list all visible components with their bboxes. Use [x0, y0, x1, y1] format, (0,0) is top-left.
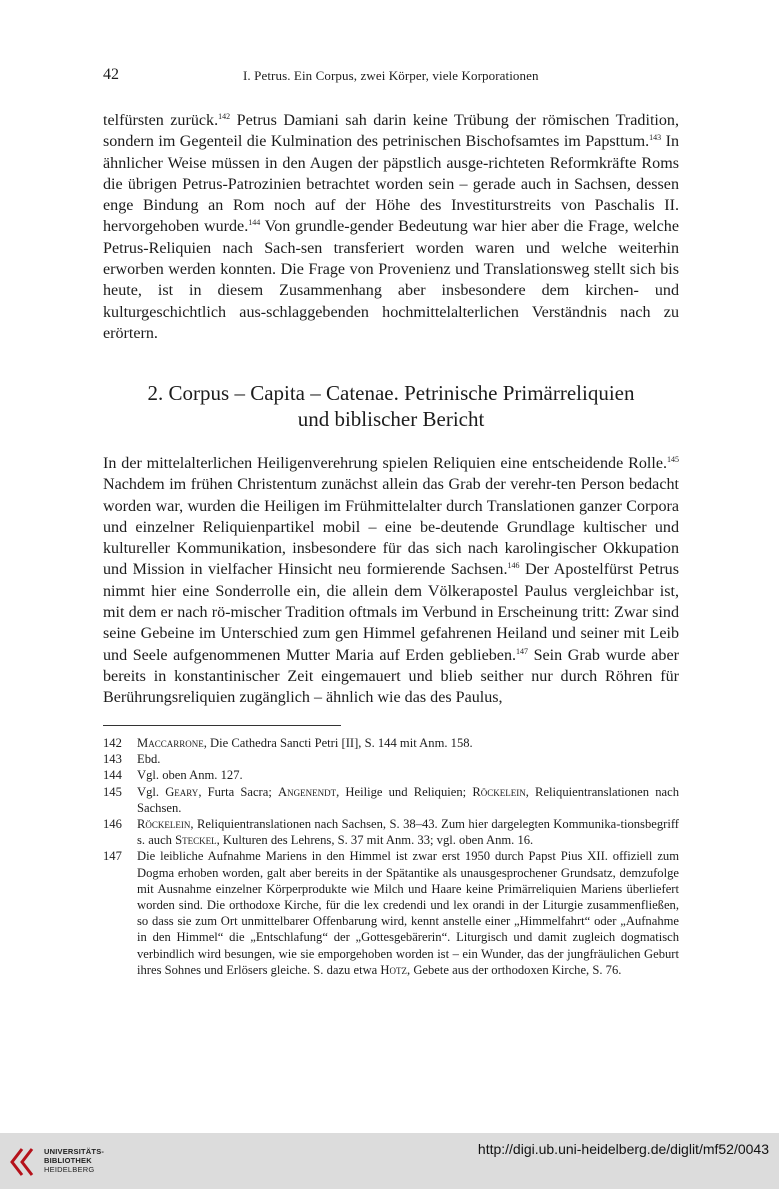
footnote-ref-143[interactable]: 143	[649, 133, 662, 143]
author-name: Röckelein	[472, 784, 526, 799]
section-heading-line-1: 2. Corpus – Capita – Catenae. Petrinische Primärreliquien	[147, 381, 635, 405]
author-name: Maccarrone	[137, 736, 204, 750]
footnote-number: 146	[103, 817, 122, 832]
text-run: , Reliquientranslationen nach Sachsen, S. 38–43. Zum hier dargelegten Kommunika-tionsbegriff s. auch	[137, 817, 679, 848]
text-run: , Reliquientranslationen nach Sachsen.	[137, 784, 679, 815]
library-logo-icon	[8, 1146, 38, 1178]
text-run: , Die Cathedra Sancti Petri [II], S. 144 mit Anm. 158.	[203, 736, 473, 750]
footnote-143	[103, 751, 679, 767]
footnote-ref-142[interactable]: 142	[218, 112, 231, 121]
body-paragraph-2	[103, 453, 679, 709]
footnotes	[103, 735, 679, 978]
text-run: Petrus Damiani sah darin keine Trübung der römischen Tradition, sondern im Gegenteil die Kulmination des petrinischen Bischofsamtes im Papsttum.	[103, 112, 679, 151]
author-name: Steckel	[175, 833, 217, 848]
text-run: Vgl.	[137, 784, 166, 799]
author-name: Hotz	[380, 962, 408, 977]
section-heading-line-2: und biblischer Bericht	[297, 407, 485, 431]
text-run: , Gebete aus der orthodoxen Kirche, S. 76.	[407, 962, 622, 977]
text-run: Die leibliche Aufnahme Mariens in den Himmel ist zwar erst 1950 durch Papst Pius XII. offiziell zum Dogma erhoben worden, galt aber bereits in der Spätantike als unausgesprochener Grundsatz, demzufolge mit Ausnahme einzelner Körperprodukte wie Milch und Haare keine Primärreliquien Mariens überliefert worden sind. Die orthodoxe Kirche, für die lex credendi und lex orandi in der Liturgie zusammenfließen, so dass sie zum Ort unmittelbarer Offenbarung wird, kennt anstelle einer „Himmelfahrt“ oder „Aufnahme in den Himmel“ die „Entschlafung“ der „Gottesgebärerin“. Liturgisch und damit zugleich dogmatisch verbindlich wird besungen, wie sie emporgehoben worden ist – ein Wunder, das der jungfräulichen Geburt ihres Sohnes und Erlösers gleiche. S. dazu etwa	[137, 849, 679, 977]
page-number: 42	[103, 66, 119, 83]
text-run: Der Apostelfürst Petrus nimmt hier eine Sonderrolle ein, die allein dem Völkerapostel Paulus vergleichbar ist, mit dem er nach rö-mischer Tradition oftmals im Verbund in Erscheinung tritt: Zwar sind seine Gebeine im Unterschied zum gen Himmel gefahrenen Heiland und seiner mit Leib und Seele aufgenommenen Mutter Maria auf Erden geblieben.	[103, 561, 679, 664]
text-run: Sein Grab wurde aber bereits in konstantinischer Zeit eingemauert und blieb seither nur durch Röhren für Berührungsreliquien zugänglich – ähnlich wie das des Paulus,	[103, 646, 679, 707]
logo-chevrons	[12, 1149, 32, 1175]
footnote-number: 144	[103, 768, 122, 783]
library-name	[44, 1147, 104, 1174]
library-name-line-2: BIBLIOTHEK	[44, 1156, 92, 1165]
text-run: Von grundle-gender Bedeutung war hier aber die Frage, welche Petrus-Reliquien nach Sach-sen transferiert worden waren und welche weiterhin erworben werden konnten. Die Frage von Provenienz und Translationsweg stellt sich bis heute, ist in diesem Zusammenhang aber insbesondere dem kirchen- und kulturgeschichtlich aus-schlaggebenden hochmittelalterlichen Verständnis nach zu erörtern.	[103, 218, 679, 342]
footnote-number: 143	[103, 752, 122, 767]
library-name-line-1: UNIVERSITÄTS-	[44, 1147, 105, 1156]
footnote-145	[103, 784, 679, 816]
footnote-text	[137, 735, 679, 751]
author-name: Geary	[165, 784, 199, 799]
footnote-ref-147[interactable]: 147	[516, 646, 529, 656]
viewer-footer-bar	[0, 1133, 779, 1189]
footnote-text: Ebd.	[137, 752, 161, 767]
running-title: I. Petrus. Ein Corpus, zwei Körper, viele Korporationen	[243, 68, 539, 83]
text-run: telfürsten zurück.	[103, 112, 219, 129]
footnote-144	[103, 767, 679, 783]
author-name: Angenendt	[278, 784, 337, 799]
text-run: , Furta Sacra;	[198, 784, 278, 799]
text-run: , Heilige und Reliquien;	[336, 784, 473, 799]
footnote-ref-146[interactable]: 146	[507, 561, 520, 571]
footnote-ref-144[interactable]: 144	[248, 218, 261, 228]
text-run: Nachdem im frühen Christentum zunächst allein das Grab der verehr-ten Person bedacht worden war, wurden die Heiligen im Frühmittelalter durch Translationen ganzer Corpora und einzelner Reliquienpartikel mobil – eine be-deutende Grundlage kultischer und kultureller Kommunikation, insbesondere für das sich nach karolingischer Okkupation und Mission in vielfacher Hinsicht neu formierende Sachsen.	[103, 476, 679, 579]
footnote-text: Vgl. oben Anm. 127.	[137, 768, 243, 783]
footnote-text	[137, 848, 679, 978]
footnote-text	[137, 784, 679, 816]
footnote-ref-145[interactable]: 145	[667, 455, 679, 464]
footnote-text	[137, 816, 679, 848]
body-paragraph-1	[103, 110, 679, 344]
section-heading	[103, 380, 679, 432]
footnote-146	[103, 816, 679, 848]
text-run: In ähnlicher Weise müssen in den Augen der päpstlich ausge-richteten Reformkräfte Roms die übrigen Petrus-Patrozinien betrachtet worden sein – gerade auch in Sachsen, dessen enge Bindung an Rom noch auf der Höhe des Investiturstreits von Paschalis II. hervorgehoben wurde.	[103, 133, 679, 236]
footnote-142	[103, 735, 679, 751]
text-run: In der mittelalterlichen Heiligenverehrung spielen Reliquien eine entscheidende Rolle.	[103, 455, 667, 472]
footnote-divider	[103, 725, 341, 726]
footnote-number: 142	[103, 736, 122, 750]
footnote-number: 145	[103, 784, 122, 799]
page-header	[103, 66, 676, 88]
library-name-line-3: HEIDELBERG	[44, 1165, 95, 1174]
footnote-147	[103, 848, 679, 978]
footnote-number: 147	[103, 849, 122, 864]
author-name: Röckelein	[137, 817, 191, 832]
text-run: , Kulturen des Lehrens, S. 37 mit Anm. 33; vgl. oben Anm. 16.	[216, 833, 534, 848]
source-url-link[interactable]: http://digi.ub.uni-heidelberg.de/diglit/mf52/0043	[477, 1141, 769, 1157]
